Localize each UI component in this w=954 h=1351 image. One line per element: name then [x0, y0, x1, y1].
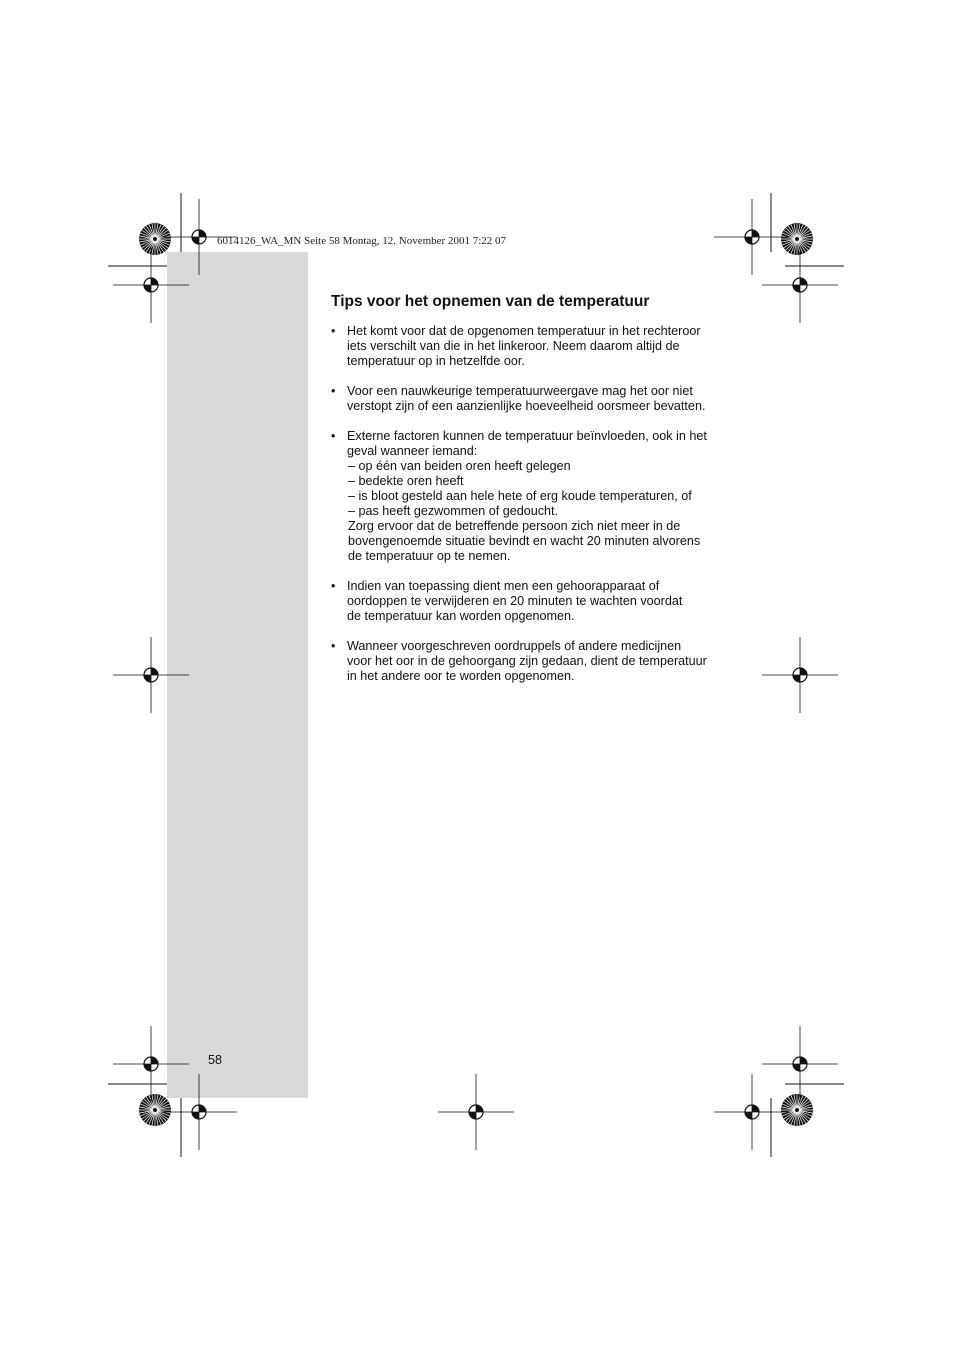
registration-mark-icon: [762, 247, 838, 323]
registration-mark-icon: [714, 199, 790, 275]
tip-text-line: Voor een nauwkeurige temperatuurweergave mag het oor niet: [347, 384, 693, 398]
tip-sub-item: – is bloot gesteld aan hele hete of erg koude temperaturen, of: [348, 489, 692, 503]
bullet-icon: •: [331, 639, 336, 653]
tip-item: [331, 429, 731, 564]
registration-mark-icon: [438, 1074, 514, 1150]
tip-text-line: de temperatuur kan worden opgenomen.: [347, 609, 575, 623]
tip-sub-item: – pas heeft gezwommen of gedoucht.: [348, 504, 559, 518]
tip-text-line: voor het oor in de gehoorgang zijn gedaan, dient de temperatuur: [347, 654, 707, 668]
tip-closing-line: de temperatuur op te nemen.: [348, 549, 511, 563]
tip-sub-item: – op één van beiden oren heeft gelegen: [348, 459, 571, 473]
starburst-target-icon: [139, 1094, 171, 1126]
tip-text-line: Wanneer voorgeschreven oordruppels of andere medicijnen: [347, 639, 682, 653]
registration-mark-icon: [762, 1026, 838, 1102]
registration-mark-icon: [161, 1074, 237, 1150]
starburst-target-icon: [139, 223, 171, 255]
tip-text-line: temperatuur op in hetzelfde oor.: [347, 354, 525, 368]
tip-sub-item: – bedekte oren heeft: [348, 474, 464, 488]
tip-closing-line: Zorg ervoor dat de betreffende persoon zich niet meer in de: [348, 519, 681, 533]
starburst-target-icon: [781, 223, 813, 255]
tip-text-line: Indien van toepassing dient men een gehoorapparaat of: [347, 579, 660, 593]
tip-text-line: iets verschilt van die in het linkeroor. Neem daarom altijd de: [347, 339, 680, 353]
tip-text-line: oordoppen te verwijderen en 20 minuten te wachten voordat: [347, 594, 683, 608]
registration-mark-icon: [113, 247, 189, 323]
registration-mark-icon: [714, 1074, 790, 1150]
tip-closing-line: bovengenoemde situatie bevindt en wacht 20 minuten alvorens: [348, 534, 701, 548]
section-title: Tips voor het opnemen van de temperatuur: [331, 293, 650, 310]
tip-item: [331, 324, 731, 369]
tip-item: [331, 579, 731, 624]
page-number: 58: [208, 1053, 223, 1067]
tip-text-line: in het andere oor te worden opgenomen.: [347, 669, 575, 683]
registration-mark-icon: [762, 637, 838, 713]
bullet-icon: •: [331, 429, 336, 443]
tip-text-line: Externe factoren kunnen de temperatuur beïnvloeden, ook in het: [347, 429, 707, 443]
bullet-icon: •: [331, 324, 336, 338]
tip-text-line: geval wanneer iemand:: [347, 444, 478, 458]
tip-text-line: Het komt voor dat de opgenomen temperatuur in het rechteroor: [347, 324, 701, 338]
tip-text-line: verstopt zijn of een aanzienlijke hoeveelheid oorsmeer bevatten.: [347, 399, 706, 413]
tips-list: [331, 324, 731, 699]
tip-item: [331, 639, 731, 684]
registration-mark-icon: [113, 1026, 189, 1102]
bullet-icon: •: [331, 384, 336, 398]
tip-item: [331, 384, 731, 414]
registration-mark-icon: [113, 637, 189, 713]
starburst-target-icon: [781, 1094, 813, 1126]
print-slug-line: 6014126_WA_MN Seite 58 Montag, 12. November 2001 7:22 07: [217, 235, 507, 247]
bullet-icon: •: [331, 579, 336, 593]
